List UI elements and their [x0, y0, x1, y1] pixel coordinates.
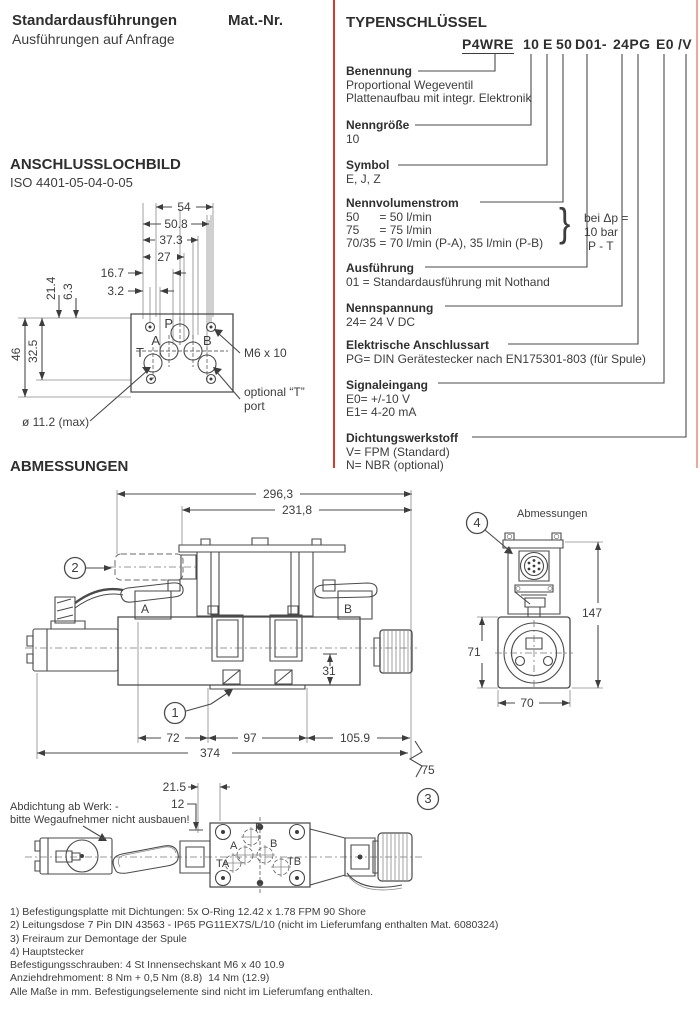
anschluss-diagram [0, 195, 330, 450]
nennvolumenstrom-label: Nennvolumenstrom [346, 196, 459, 210]
m6-callout [214, 329, 287, 360]
dim-chain-bottom [138, 731, 410, 745]
signaleingang-value2: E1= 4-20 mA [346, 405, 417, 419]
footnote-4: 4) Hauptstecker [10, 945, 85, 958]
side-view-label: Abmessungen [517, 508, 588, 520]
break-symbol [410, 741, 435, 777]
svg-text:6.3: 6.3 [61, 283, 75, 300]
svg-text:ø 11.2 (max): ø 11.2 (max) [22, 415, 90, 429]
seal-warning-note [10, 801, 190, 841]
svg-text:54: 54 [177, 200, 191, 214]
svg-text:46: 46 [9, 347, 23, 361]
svg-text:12: 12 [171, 797, 185, 811]
svg-text:16.7: 16.7 [100, 266, 124, 280]
flow-side-3: P - T [588, 239, 614, 253]
anschluss-dim-6-3 [61, 283, 79, 318]
main-label-a: A [141, 602, 150, 616]
main-dimension-drawing [25, 485, 445, 815]
anschlussart-label: Elektrische Anschlussart [346, 338, 489, 352]
anschluss-dim-54 [156, 200, 213, 214]
anschluss-iso: ISO 4401-05-04-0-05 [10, 175, 133, 190]
svg-text:21.4: 21.4 [44, 276, 58, 300]
footnote-3: 3) Freiraum zur Demontage der Spule [10, 932, 187, 945]
abmessungen-heading: ABMESSUNGEN [10, 458, 129, 475]
svg-text:4: 4 [473, 515, 481, 530]
signaleingang-label: Signaleingang [346, 378, 429, 392]
callout-2 [65, 558, 113, 579]
side-lower-body [495, 617, 573, 688]
mat-nr-label: Mat.-Nr. [228, 12, 284, 29]
valve-top-flange [179, 538, 345, 552]
svg-text:231,8: 231,8 [281, 503, 313, 517]
typecode-seg-p4wre: P4WRE [462, 36, 514, 52]
flow-row-50: 50 = 50 l/min [346, 210, 432, 224]
top-left-solenoid [35, 838, 112, 874]
anschluss-dim-21-4 [44, 276, 62, 318]
top-label-tb: TB [287, 856, 302, 868]
footnote-units: Alle Maße in mm. Befestigungselemente sind nicht im Lieferumfang enthalten. [10, 985, 374, 998]
benennung-label: Benennung [346, 64, 412, 78]
dichtung-value1: V= FPM (Standard) [346, 445, 450, 459]
dichtung-label: Dichtungswerkstoff [346, 431, 459, 445]
main-connector [521, 553, 548, 580]
callout-1 [165, 689, 234, 724]
right-knob [374, 630, 412, 673]
optional-t-callout [213, 367, 305, 413]
port-label-t: T [136, 345, 144, 360]
typecode-seg-d01: D01- [575, 36, 607, 52]
typecode-seg-24pg: 24PG [613, 36, 651, 52]
flow-side-1: bei Δp = [584, 211, 629, 225]
port-label-a: A [151, 333, 160, 348]
top-wire-bail [113, 846, 178, 874]
symbol-label: Symbol [346, 158, 390, 172]
svg-text:M6 x 10: M6 x 10 [244, 346, 287, 360]
svg-text:147: 147 [581, 606, 603, 620]
nennspannung-label: Nennspannung [346, 301, 434, 315]
page-subtitle: Ausführungen auf Anfrage [12, 31, 175, 47]
flow-row-7035: 70/35 = 70 l/min (P-A), 35 l/min (P-B) [346, 236, 544, 250]
svg-text:Abdichtung ab Werk: -: Abdichtung ab Werk: - [10, 801, 119, 813]
svg-text:97: 97 [243, 731, 257, 745]
top-label-a: A [230, 840, 238, 852]
svg-text:port: port [244, 399, 265, 413]
dichtung-value2: N= NBR (optional) [346, 458, 444, 472]
svg-text:optional “T”: optional “T” [244, 385, 305, 399]
signaleingang-value1: E0= +/-10 V [346, 392, 411, 406]
svg-text:75: 75 [421, 763, 435, 777]
svg-text:71: 71 [467, 645, 481, 659]
anschluss-dim-3-2 [107, 284, 174, 298]
svg-text:37.3: 37.3 [159, 233, 183, 247]
top-label-ta: TA [216, 858, 230, 870]
svg-text:2: 2 [71, 560, 79, 575]
port-label-b: B [203, 333, 212, 348]
anschlussart-value: PG= DIN Gerätestecker nach EN175301-803 (für Spule) [346, 352, 646, 366]
dashed-solenoid-outline [109, 554, 199, 580]
nennspannung-value: 24= 24 V DC [346, 315, 416, 329]
footnote-screws: Befestigungsschrauben: 4 St Innensechskant M6 x 40 10.9 [10, 959, 285, 972]
port-label-p: P [164, 316, 173, 331]
svg-text:296,3: 296,3 [262, 487, 294, 501]
typecode-seg-e: E [543, 36, 553, 52]
dim-296-3 [117, 487, 412, 501]
footnote-2: 2) Leitungsdose 7 Pin DIN 43563 - IP65 PG11EX7S/L/10 (nicht im Lieferumfang enthalten Mat. 6080324) [10, 919, 499, 932]
dim-70 [498, 690, 570, 710]
svg-text:31: 31 [322, 664, 336, 678]
typecode-seg-e0: E0 [656, 36, 674, 52]
typecode-seg-50: 50 [556, 36, 573, 52]
svg-text:50.8: 50.8 [164, 217, 188, 231]
svg-text:3: 3 [424, 791, 432, 806]
page-title: Standardausführungen [12, 12, 178, 29]
anschluss-dim-50-8 [143, 217, 209, 231]
anschluss-dim-37-3 [143, 233, 198, 247]
electronics-box [197, 552, 313, 616]
typecode-seg-v: /V [678, 36, 693, 52]
svg-text:bitte Wegaufnehmer nicht ausba: bitte Wegaufnehmer nicht ausbauen! [10, 814, 190, 826]
svg-text:32.5: 32.5 [26, 339, 40, 363]
ausfuehrung-label: Ausführung [346, 261, 414, 275]
typecode-heading: TYPENSCHLÜSSEL [346, 14, 487, 31]
svg-text:70: 70 [520, 696, 534, 710]
flow-brace: } [559, 201, 571, 245]
svg-text:21.5: 21.5 [162, 780, 186, 794]
benennung-line1: Proportional Wegeventil [346, 78, 474, 92]
svg-text:72: 72 [166, 731, 180, 745]
nenngroesse-label: Nenngröße [346, 118, 410, 132]
ausfuehrung-value: 01 = Standardausführung mit Nothand [346, 275, 550, 289]
top-ports [223, 827, 291, 877]
svg-text:374: 374 [199, 746, 221, 760]
footnote-torque: Anziehdrehmoment: 8 Nm + 0,5 Nm (8.8) 14 Nm (12.9) [10, 972, 270, 985]
dim-71 [467, 617, 498, 688]
symbol-value: E, J, Z [346, 172, 381, 186]
main-label-b: B [344, 602, 353, 616]
flow-row-75: 75 = 75 l/min [346, 223, 432, 237]
side-view-drawing [455, 495, 620, 720]
top-view-drawing [10, 775, 430, 910]
typecode-seg-10: 10 [523, 36, 540, 52]
anschluss-dim-27 [143, 250, 184, 264]
dim-231-8 [182, 503, 412, 517]
benennung-line2: Plattenaufbau mit integr. Elektronik [346, 91, 532, 105]
flow-side-2: 10 bar [584, 225, 619, 239]
dim-31 [322, 654, 337, 685]
top-right-end [310, 829, 412, 890]
footnotes-block [10, 906, 498, 999]
top-label-b: B [270, 838, 278, 850]
dim-374 [37, 746, 408, 760]
dim-147 [565, 542, 603, 688]
anschluss-dim-32-5 [26, 318, 45, 380]
left-solenoid [27, 621, 118, 671]
anschluss-heading: ANSCHLUSSLOCHBILD [10, 156, 181, 173]
top-label-p: P [255, 822, 263, 834]
svg-text:3.2: 3.2 [107, 284, 124, 298]
svg-text:105.9: 105.9 [339, 731, 371, 745]
cable-elbow [55, 589, 123, 623]
side-clamp-parts [515, 585, 553, 617]
side-upper-body [503, 533, 563, 614]
svg-text:1: 1 [171, 705, 179, 720]
svg-text:27: 27 [157, 250, 171, 264]
footnote-1: 1) Befestigungsplatte mit Dichtungen: 5x O-Ring 12.42 x 1.78 FPM 90 Shore [10, 906, 367, 918]
nenngroesse-value: 10 [346, 132, 360, 146]
